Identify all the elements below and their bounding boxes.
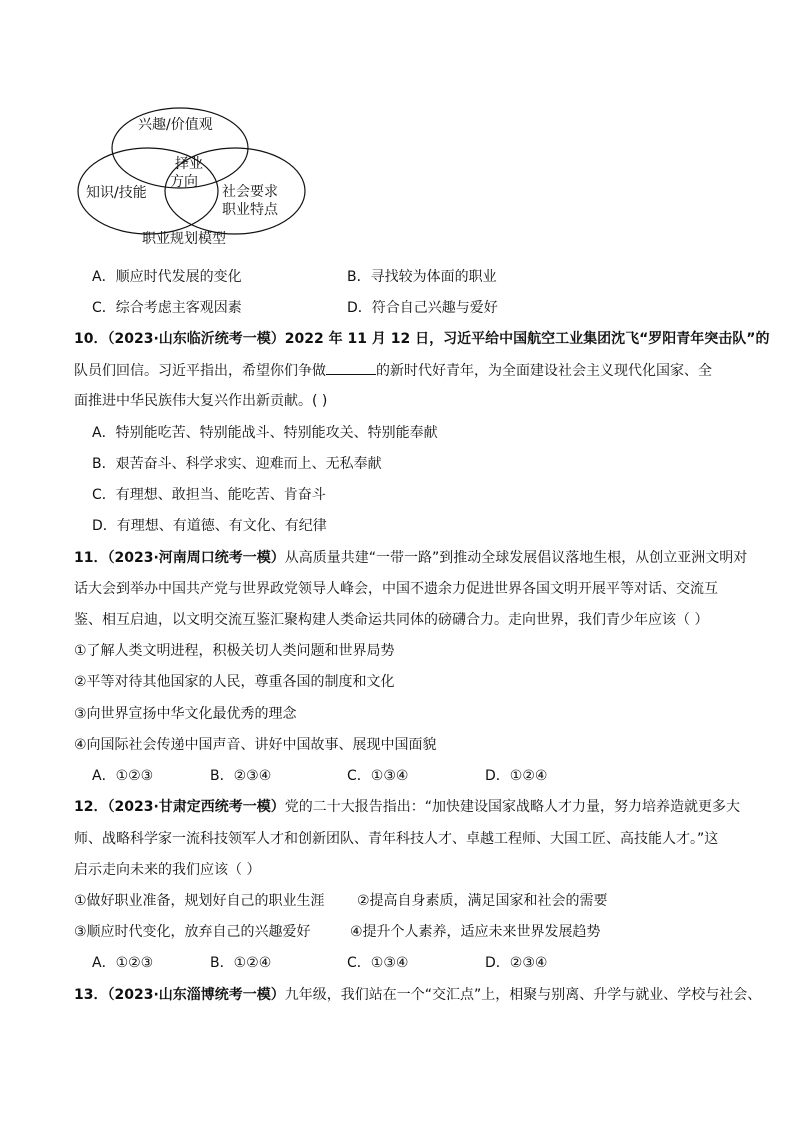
q10-option-c: C．有理想、敢担当、能吃苦、肯奋斗 [92, 487, 326, 503]
q10-stem-2b: 的新时代好青年，为全面建设社会主义现代化国家、全 [376, 363, 712, 379]
q10-option-a: A．特别能吃苦、特别能战斗、特别能攻关、特别能奉献 [92, 425, 438, 441]
q9-option-a: A．顺应时代发展的变化 [92, 269, 242, 285]
q12-statement-3: ③顺应时代变化，放弃自己的兴趣爱好 [74, 924, 311, 940]
q11-stem-1: 从高质量共建“一带一路”到推动全球发展倡议落地生根，从创立亚洲文明对 [284, 550, 748, 566]
q12-option-a: A．①②③ [92, 955, 154, 971]
q12-statement-1: ①做好职业准备，规划好自己的职业生涯 [74, 893, 325, 909]
q10-stem-1: 2022 年 11 月 12 日，习近平给中国航空工业集团沈飞“罗阳青年突击队”的 [284, 331, 770, 347]
q9-option-d: D．符合自己兴趣与爱好 [347, 300, 498, 316]
q10-line-2 [74, 360, 712, 381]
q10-option-d: D．有理想、有道德、有文化、有纪律 [92, 518, 327, 534]
career-choice-label: 择业 [175, 156, 203, 172]
q12-statement-2: ②提高自身素质，满足国家和社会的需要 [357, 893, 608, 909]
interest-values-label: 兴趣/价值观 [138, 117, 213, 133]
q11-source: （2023·河南周口统考一模） [107, 550, 285, 566]
q11-line-1 [74, 548, 747, 568]
q10-line-3: 面推进中华民族伟大复兴作出新贡献。( ) [74, 393, 328, 409]
q13-stem-1: 九年级，我们站在一个“交汇点”上，相聚与别离、升学与就业、学校与社会、 [284, 987, 762, 1003]
q12-line-3: 启示走向未来的我们应该（ ） [74, 862, 261, 878]
social-requirements-label: 社会要求 [222, 184, 278, 200]
q10-line-1 [74, 329, 769, 349]
q11-option-c: C．①③④ [347, 768, 409, 784]
q10-blank [326, 360, 376, 375]
q9-option-c: C．综合考虑主客观因素 [92, 300, 242, 316]
career-planning-venn-diagram [70, 103, 310, 253]
q13-number: 13． [74, 987, 108, 1003]
q12-number: 12． [74, 799, 108, 815]
q10-number: 10． [74, 331, 108, 347]
q11-number: 11． [74, 550, 108, 566]
q9-option-b: B．寻找较为体面的职业 [347, 269, 497, 285]
q10-source: （2023·山东临沂统考一模） [107, 331, 285, 347]
q13-line-1 [74, 985, 761, 1005]
q12-stem-1: 党的二十大报告指出：“加快建设国家战略人才力量，努力培养造就更多大 [284, 799, 741, 815]
diagram-caption: 职业规划模型 [142, 231, 226, 247]
knowledge-skills-label: 知识/技能 [86, 185, 147, 201]
q10-option-b: B．艰苦奋斗、科学求实、迎难而上、无私奉献 [92, 456, 382, 472]
q13-source: （2023·山东淄博统考一模） [107, 987, 285, 1003]
q10-stem-2a: 队员们回信。习近平指出，希望你们争做 [74, 363, 326, 379]
q12-source: （2023·甘肃定西统考一模） [107, 799, 285, 815]
q11-option-d: D．①②④ [485, 768, 548, 784]
direction-label: 方向 [170, 174, 198, 190]
q11-statement-3: ③向世界宣扬中华文化最优秀的理念 [74, 706, 297, 722]
q12-option-c: C．①③④ [347, 955, 409, 971]
q11-statement-4: ④向国际社会传递中国声音、讲好中国故事、展现中国面貌 [74, 737, 437, 753]
q11-option-a: A．①②③ [92, 768, 154, 784]
q11-statement-2: ②平等对待其他国家的人民，尊重各国的制度和文化 [74, 674, 395, 690]
q12-statement-4: ④提升个人素养，适应未来世界发展趋势 [350, 924, 601, 940]
q11-statement-1: ①了解人类文明进程，积极关切人类问题和世界局势 [74, 643, 395, 659]
q12-line-2: 师、战略科学家一流科技领军人才和创新团队、青年科技人才、卓越工程师、大国工匠、高技能人才。”这 [74, 831, 719, 847]
job-characteristics-label: 职业特点 [222, 202, 278, 218]
q11-line-3: 鉴、相互启迪，以文明交流互鉴汇聚构建人类命运共同体的磅礴合力。走向世界，我们青少年应该（ ） [74, 612, 709, 628]
q11-line-2: 话大会到举办中国共产党与世界政党领导人峰会，中国不遗余力促进世界各国文明开展平等对话、交流互 [74, 581, 718, 597]
q12-option-d: D．②③④ [485, 955, 548, 971]
q12-option-b: B．①②④ [210, 955, 272, 971]
q11-option-b: B．②③④ [210, 768, 272, 784]
q12-line-1 [74, 797, 740, 817]
